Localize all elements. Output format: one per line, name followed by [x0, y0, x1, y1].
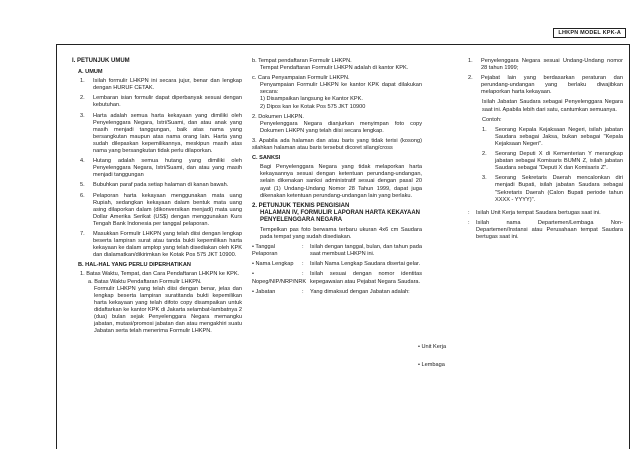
column-3 [468, 58, 623, 244]
lembaga-row: : Isilah nama Departemen/Lembaga Non-Departemen/Instansi atau Perusahaan tempat Saudara bertugas saat ini. [468, 219, 623, 240]
heading-petunjuk-umum: I. PETUNJUK UMUM [72, 58, 130, 64]
list-item: 6. Pelaporan harta kekayaan menggunakan mata uang Rupiah, sedangkan kekayaan dalam bentuk mata uang asing dilaporkan dalam (dikonversikan menjadi) mata uang Dollar Amerika Serikat (US$) dengan menggunakan Kurs Tengah Bank Indonesia per tanggal pelaporan. [80, 192, 242, 227]
item-b1c-1: 1) Disampaikan langsung ke Kantor KPK. [260, 96, 363, 103]
column-1 [72, 58, 242, 335]
section-a-heading: A. UMUM [78, 69, 103, 76]
unit-kerja-label: • Unit Kerja [418, 344, 447, 350]
section-a-list [80, 78, 242, 259]
item-b1b-text: Tempat Pendaftaran Formulir LHKPN adalah di kantor KPK. [260, 65, 409, 72]
item-b2: 2. Dokumen LHKPN. [252, 113, 304, 120]
field-row: • Nopeg/NIP/NRP/NRK : Isilah sesuai dengan nomor identitas kepegawaian atau Pejabat Negara Saudara. [252, 271, 422, 285]
list-item: 7. Masukkan Formulir LHKPN yang telah diisi dengan lengkap beserta lampiran surat atau tanda bukti kepemilikan harta kekayaan ke dalam amplop yang telah disediakan oleh KPK dan dialamatkan/dikirimkan ke Kotak Pos 575 JKT 10900. [80, 230, 242, 259]
section-b-heading: B. HAL-HAL YANG PERLU DIPERHATIKAN [78, 262, 191, 269]
heading-halaman-iv: HALAMAN IV, FORMULIR LAPORAN HARTA KEKAYAAN PENYELENGGARA NEGARA [260, 209, 421, 223]
model-label: LHKPN MODEL KPK-A [553, 28, 626, 38]
example-item: 1. Seorang Kepala Kejaksaan Negeri, isilah jabatan Saudara sebagai Jaksa, bukan sebagai "Kepala Kejaksaan Negeri". [482, 126, 623, 147]
heading-petunjuk-teknis: 2. PETUNJUK TEKNIS PENGISIAN [252, 202, 350, 209]
field-row: • Jabatan : Yang dimaksud dengan Jabatan adalah: [252, 288, 410, 295]
section-b-item-1a: a. Batas Waktu Pendaftaran Formulir LHKPN. [88, 278, 202, 285]
section-b-item-1a-text: Formulir LHKPN yang telah diisi dengan benar, jelas dan lengkap beserta lampiran suratitanda bukti kepemilikan harta kekayaan yang telah difoto copy disampaikan untuk didaftarkan ke kantor KPK di Jakarta selambat-lambatnya 2 (dua) bulan sejak Penyelenggara Negara memangku jabatan, mutasi/promosi jabatan dan atau mengakhiri suatu Jabatan serta telah menerima Formulir LHKPN. [94, 285, 242, 335]
item-b1c-text: Penyampaian Formulir LHKPN ke kantor KPK dapat dilakukan secara: [260, 82, 422, 96]
item-b1c-2: 2) Dipos kan ke Kotak Pos 575 JKT 10900 [260, 103, 366, 110]
section-c-heading: C. SANKSI [252, 155, 281, 162]
example-item: 3. Seorang Sekretaris Daerah mencalonkan diri menjadi Bupati, isilah jabatan Saudara sebagai "Sekretaris Daerah (Calon Bupati periode tahun XXXX - YYYY)". [482, 175, 623, 203]
field-row: • Nama Lengkap : Isilah Nama Lengkap Saudara disertai gelar. [252, 261, 421, 268]
list-item: 2. Pejabat lain yang berdasarkan peraturan dan perundang-undangan yang berlaku diwajibkan melaporkan harta kekayaan. [468, 75, 623, 96]
example-item: 2. Seorang Deputi X di Kementerian Y merangkap jabatan sebagai Komisaris BUMN Z, isilah jabatan Saudara sebagai "Deputi X dan Komisaris Z". [482, 151, 623, 172]
field-row: • Tanggal Pelaporan : Isilah dengan tanggal, bulan, dan tahun pada saat membuat LHKPN ini. [252, 244, 422, 258]
jabatan-note: Isilah Jabatan Saudara sebagai Penyelenggara Negara saat ini. Apabila lebih dari satu, cantumkan semuanya. [482, 99, 623, 113]
list-item: 5. Bubuhkan paraf pada setiap halaman di kanan bawah. [80, 182, 229, 189]
contoh-label: Contoh: [482, 116, 502, 123]
list-item: 2. Lembaran isian formulir dapat diperbanyak sesuai dengan kebutuhan. [80, 95, 242, 109]
item-b1b: b. Tempat pendaftaran Formulir LHKPN. [252, 58, 352, 64]
unit-kerja-row: : Isilah Unit Kerja tempat Saudara bertugas saat ini. [468, 209, 601, 216]
list-item: 1. Penyelenggara Negara sesuai Undang-Undang nomor 28 tahun 1999; [468, 58, 623, 72]
item-b2-text: Penyelenggara Negara dianjurkan menyimpan foto copy Dokumen LHKPN yang telah diisi secara lengkap. [260, 120, 422, 134]
list-item: 3. Harta adalah semua harta kekayaan yang dimiliki oleh Penyelenggara Negara, Istri/Suami, dan atau anak yang masih menjadi tanggungan, baik atas nama yang bersangkutan maupun atas nama orang lain. Harta yang sudah dilepaskan kepemilikannya, meskipun masih atas nama yang bersangkutan tidak perlu dilaporkan. [80, 112, 242, 155]
list-item: 4. Hutang adalah semua hutang yang dimiliki oleh Penyelenggara Negara, Istri/Suami, dan atau yang masih menjadi tanggungan [80, 158, 242, 179]
lembaga-label: • Lembaga [418, 362, 445, 368]
column-2 [252, 58, 422, 299]
foto-note: Tempelkan pas foto berwarna terbaru ukuran 4x6 cm Saudara pada tempat yang sudah disediakan. [260, 226, 422, 241]
item-b3: 3. Apabila ada halaman dan atau baris yang tidak terisi (kosong) silahkan halaman atau baris tersebut dicoret silang/cross [252, 137, 422, 152]
list-item: 1. Isilah formulir LHKPN ini secara jujur, benar dan lengkap dengan HURUF CETAK. [80, 78, 242, 92]
section-b-item-1: 1. Batas Waktu, Tempat, dan Cara Pendaftaran LHKPN ke KPK. [80, 271, 240, 278]
item-b1c: c. Cara Penyampaian Formulir LHKPN. [252, 75, 350, 82]
section-c-text: Bagi Penyelenggara Negara yang tidak melaporkan harta kekayaannya sesuai dengan ketentuan perundang-undangan, selain dikenakan sanksi administratif sesuai dengan pasal 20 ayat (1) Undang-Undang Nomor 28 Tahun 1999, dapat juga dikenakan ketentuan perundang-undangan lain yang berlaku. [260, 164, 422, 199]
